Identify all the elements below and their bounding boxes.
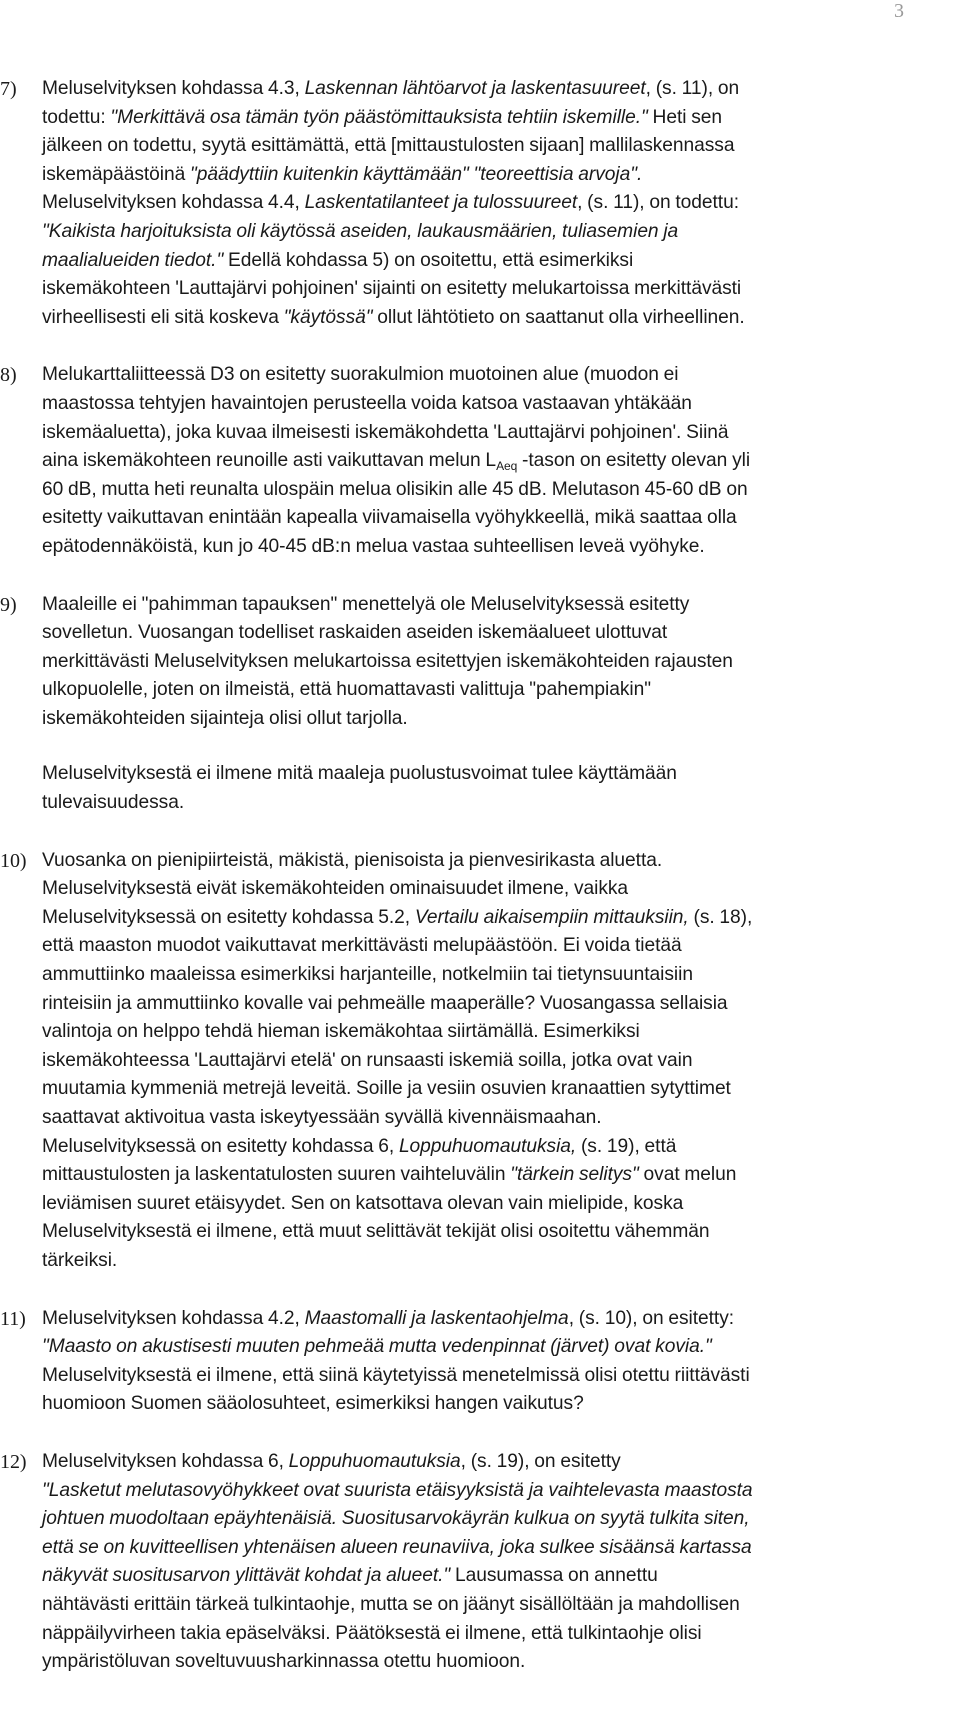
italic-quote: Maastomalli ja laskentaohjelma: [304, 1307, 569, 1329]
item-number: 11): [0, 1307, 26, 1330]
item-text: Meluselvityksen kohdassa 6, Loppuhuomautuksia, (s. 19), on esitetty "Lasketut melutasovyöhykkeet ovat suurista etäisyyksistä ja vaihtelevasta maastosta johtuen muodoltaan epäyhtenäisiä. Suositusarvokäyrän kulkua on syytä tulkita siten, että se on kuvitteellisen yhtenäisen alueen reunaviiva, joka sulkee sisäänsä kartassa näkyvät suositusarvon ylittävät kohdat ja alueet." Lausumassa on annettu nähtävästi erittäin tärkeä tulkintaohje, mutta se on jäänyt sisällöltään ja mahdollisen näppäilyvirheen takia epäselväksi. Päätöksestä ei ilmene, että tulkintaohje olisi ympäristöluvan soveltuvuusharkinnassa otettu huomioon.: [42, 1450, 753, 1673]
italic-quote: että se on kuvitteellisen yhtenäisen alueen reunaviiva, joka sulkee sisäänsä kartassa: [42, 1536, 752, 1558]
document-body: [0, 75, 960, 1677]
item-text: Melukarttaliitteessä D3 on esitetty suorakulmion muotoinen alue (muodon ei maastossa tehtyjen havaintojen perusteella voida katsoa vastaavan yhtäkään iskemäaluetta), joka kuvaa ilmeisesti iskemäkohdetta 'Lauttajärvi pohjoinen'. Siinä aina iskemäkohteen reunoille asti vaikuttavan melun $L_{Aeq}$ -tason on esitetty olevan yli 60 dB, mutta heti reunalta ulospäin melua olisikin alle 45 dB. Melutason 45-60 dB on esitetty vaikuttavan enintään kapealla viivamaisella vyöhykkeellä, mikä saattaa olla epätodennäköistä, kun jo 40-45 dB:n melua vastaa suhteellisen leveä vyöhyke.: [42, 364, 751, 557]
italic-quote: Loppuhuomautuksia,: [398, 1135, 577, 1157]
list-item-11: [0, 1305, 960, 1419]
italic-quote: maalialueiden tiedot.": [42, 249, 224, 271]
italic-quote: "tärkein selitys": [510, 1164, 639, 1186]
italic-quote: "Lasketut melutasovyöhykkeet ovat suurista etäisyyksistä ja vaihtelevasta maastosta: [42, 1479, 753, 1501]
item-number: 9): [0, 593, 17, 616]
italic-quote: Vertailu aikaisempiin mittauksiin,: [414, 906, 689, 928]
page-number: 3: [894, 0, 904, 22]
item-text-extra: Meluselvityksestä ei ilmene mitä maaleja puolustusvoimat tulee käyttämään tulevaisuudessa.: [42, 763, 677, 814]
list-item-12: [0, 1448, 960, 1677]
italic-quote: "Merkittävä osa tämän työn päästömittauksista tehtiin iskemille.": [110, 106, 648, 128]
item-text: Vuosanka on pienipiirteistä, mäkistä, pienisoista ja pienvesirikasta aluetta. Meluselvityksestä eivät iskemäkohteiden ominaisuudet ilmene, vaikka Meluselvityksessä on esitetty kohdassa 5.2, Vertailu aikaisempiin mittauksiin, (s. 18), että maaston muodot vaikuttavat merkittävästi melupäästöön. Ei voida tietää ammuttiinko maaleissa esimerkiksi harjanteille, notkelmiin tai tietynsuuntaisiin rinteisiin ja ammuttiinko kovalle vai pehmeälle maaperälle? Vuosangassa sellaisia valintoja on helppo tehdä hieman iskemäkohtaa siirtämällä. Esimerkiksi iskemäkohteessa 'Lauttajärvi etelä' on runsaasti iskemiä soilla, jotka ovat vain muutamia kymmeniä metrejä leveitä. Soille ja vesiin osuvien kranaattien sytyttimet saattavat aktivoitua vasta iskeytyessään syvällä kivennäismaahan. Meluselvityksessä on esitetty kohdassa 6, Loppuhuomautuksia, (s. 19), että mittaustulosten ja laskentatulosten suuren vaihteluvälin "tärkein selitys" ovat melun leviämisen suuret etäisyydet. Sen on katsottava olevan vain mielipide, koska Meluselvityksestä ei ilmene, että muut selittävät tekijät olisi osoitettu vähemmän tärkeiksi.: [42, 849, 753, 1271]
italic-quote: Loppuhuomautuksia: [288, 1450, 461, 1472]
item-text: Meluselvityksen kohdassa 4.2, Maastomalli ja laskentaohjelma, (s. 10), on esitetty: "Maasto on akustisesti muuten pehmeää mutta vedenpinnat (järvet) ovat kovia." Meluselvityksestä ei ilmene, että siinä käytetyissä menetelmissä olisi otettu riittävästi huomioon Suomen sääolosuhteet, esimerkiksi hangen vaikutus?: [42, 1307, 750, 1415]
list-item-10: [0, 847, 960, 1276]
italic-quote: näkyvät suositusarvon ylittävät kohdat ja alueet.": [42, 1565, 451, 1587]
italic-quote: johtuen muodoltaan epäyhtenäisiä. Suositusarvokäyrän kulkua on syytä tulkita siten,: [42, 1508, 750, 1530]
subscript: Aeq: [496, 459, 518, 474]
italic-quote: "käytössä": [283, 306, 373, 328]
italic-quote: "päädyttiin kuitenkin käyttämään" "teoreettisia arvoja".: [190, 163, 643, 185]
list-item-9: [0, 591, 960, 818]
italic-quote: "Kaikista harjoituksista oli käytössä aseiden, laukausmäärien, tuliasemien ja: [42, 220, 679, 242]
list-item-7: [0, 75, 960, 332]
item-number: 10): [0, 849, 27, 872]
italic-quote: "Maasto on akustisesti muuten pehmeää mutta vedenpinnat (järvet) ovat kovia.": [42, 1336, 712, 1358]
list-item-8: [0, 361, 960, 561]
item-number: 12): [0, 1450, 27, 1473]
italic-quote: Laskennan lähtöarvot ja laskentasuureet: [304, 78, 646, 99]
item-text: Maaleille ei "pahimman tapauksen" menettelyä ole Meluselvityksessä esitetty sovelletun. Vuosangan todelliset raskaiden aseiden iskemäalueet ulottuvat merkittävästi Meluselvityksen melukartoissa esitettyjen iskemäkohteiden rajausten ulkopuolelle, joten on ilmeistä, että huomattavasti valittuja "pahempiakin" iskemäkohteiden sijainteja olisi ollut tarjolla.: [42, 593, 733, 729]
item-text: Meluselvityksen kohdassa 4.3, Laskennan lähtöarvot ja laskentasuureet, (s. 11), on todettu: "Merkittävä osa tämän työn päästömittauksista tehtiin iskemille." Heti sen jälkeen on todettu, syytä esittämättä, että [mittaustulosten sijaan] mallilaskennassa iskemäpäästöinä "päädyttiin kuitenkin käyttämään" "teoreettisia arvoja". Meluselvityksen kohdassa 4.4, Laskentatilanteet ja tulossuureet, (s. 11), on todettu: "Kaikista harjoituksista oli käytössä aseiden, laukausmäärien, tuliasemien ja maalialueiden tiedot." Edellä kohdassa 5) on osoitettu, että esimerkiksi iskemäkohteen 'Lauttajärvi pohjoinen' sijainti on esitetty melukartoissa merkittävästi virheellisesti eli sitä koskeva "käytössä" ollut lähtötieto on saattanut olla virheellinen.: [42, 78, 745, 328]
item-number: 8): [0, 364, 17, 387]
italic-quote: Laskentatilanteet ja tulossuureet: [304, 192, 578, 214]
item-number: 7): [0, 78, 17, 100]
